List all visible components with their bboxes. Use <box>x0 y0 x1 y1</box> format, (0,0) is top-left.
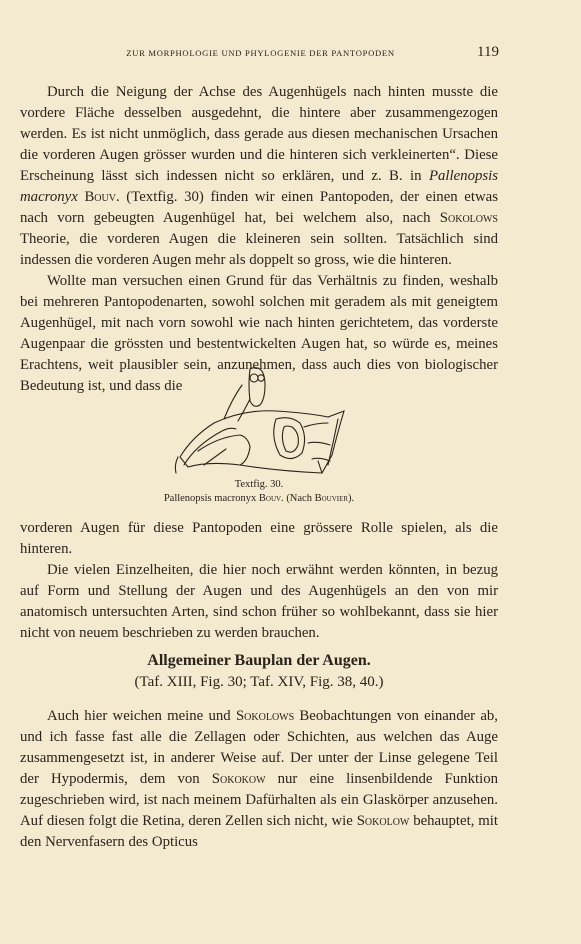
text-run: behauptet, mit den Nervenfasern des Opticus <box>20 813 498 850</box>
text-block-top <box>20 82 498 397</box>
text-run: Theorie, die vorderen Augen die kleineren sein sollten. Tatsächlich sind indessen die vorderen Augen mehr als doppelt so gross, wie die hinteren. <box>20 231 498 268</box>
text-figure-illustration <box>168 365 358 478</box>
section-heading: Allgemeiner Bauplan der Augen. <box>147 652 371 669</box>
text-block-bottom <box>20 706 498 853</box>
author-name: Sokolow <box>356 813 410 829</box>
text-run: Durch die Neigung der Achse des Augenhügels nach hinten musste die vordere Fläche desselben ausgedehnt, die hintere aber zusammengezogen werden. Es ist nicht unmöglich, dass gerade aus diesen mechanischen Ursachen die vorderen Augen grösser wurden und die hinteren sich verkleinerten“. Diese Erscheinung lässt sich indessen nicht so erklären, und z. B. in <box>20 84 498 184</box>
text-run: Beobachtungen von einander ab, und ich fasse fast alle die Zellagen oder Schichten, aus welchen das Auge zusammengesetzt ist, in anderer Weise auf. Der unter der Linse gelegene Teil der Hypodermis, dem von <box>20 708 498 787</box>
running-head: ZUR MORPHOLOGIE UND PHYLOGENIE DER PANTOPODEN <box>126 48 395 58</box>
text-run: ). <box>348 493 355 504</box>
section-subheading: (Taf. XIII, Fig. 30; Taf. XIV, Fig. 38, 40.) <box>134 674 384 690</box>
author-name: Bouvier <box>314 493 349 504</box>
author-name: Bouv. <box>258 493 284 504</box>
text-block-middle <box>20 518 498 644</box>
figure-description <box>20 492 498 506</box>
figure-label: Textfig. 30. <box>234 479 284 490</box>
paragraph: Die vielen Einzelheiten, die hier noch erwähnt werden könnten, in bezug auf Form und Stellung der Augen und des Augenhügels an den von mir anatomisch untersuchten Arten, sind schon früher so wohlbekannt, dass sie hier nicht von neuem beschrieben zu werden brauchen. <box>20 562 498 641</box>
author-name: Sokokow <box>211 771 266 787</box>
author-name: Sokolows <box>235 708 295 724</box>
paragraph: Wollte man versuchen einen Grund für das Verhältnis zu finden, weshalb bei mehreren Pantopodenarten, sowohl solchen mit geradem als mit geneigtem Augenhügel, mit nach vorn sowohl wie nach hinten gerichtetem, das vorderste Augenpaar die grössten und bestentwickelten Augen hat, so würde es, meines Erachtens, weit plausibler sein, anzunehmen, dass auch dies von biologischer Bedeutung ist, und dass die <box>20 273 498 394</box>
paragraph <box>20 82 498 271</box>
text-run: nur eine linsenbildende Funktion zugeschrieben wird, ist nach meinem Dafürhalten als ein Glaskörper anzusehen. Auf diesen folgt die Retina, deren Zellen sich nicht, wie <box>20 771 498 829</box>
text-run: (Textfig. 30) finden wir einen Pantopoden, der einen etwas nach vorn gebeugten Augenhügel hat, bei welchem also, nach <box>20 189 498 226</box>
text-run: Pallenopsis macronyx <box>163 493 259 504</box>
species-name: Pallenopsis macronyx <box>20 168 498 205</box>
author-name: Sokolows <box>439 210 498 226</box>
text-run: (Nach <box>283 493 315 504</box>
paragraph: vorderen Augen für diese Pantopoden eine grössere Rolle spielen, als die hinteren. <box>20 520 498 557</box>
pallenopsis-drawing <box>168 365 358 478</box>
figure-caption <box>20 478 498 506</box>
paragraph <box>20 706 498 853</box>
author-name: Bouv. <box>84 189 120 205</box>
page-number: 119 <box>477 44 499 60</box>
text-run: Auch hier weichen meine und <box>47 708 236 724</box>
